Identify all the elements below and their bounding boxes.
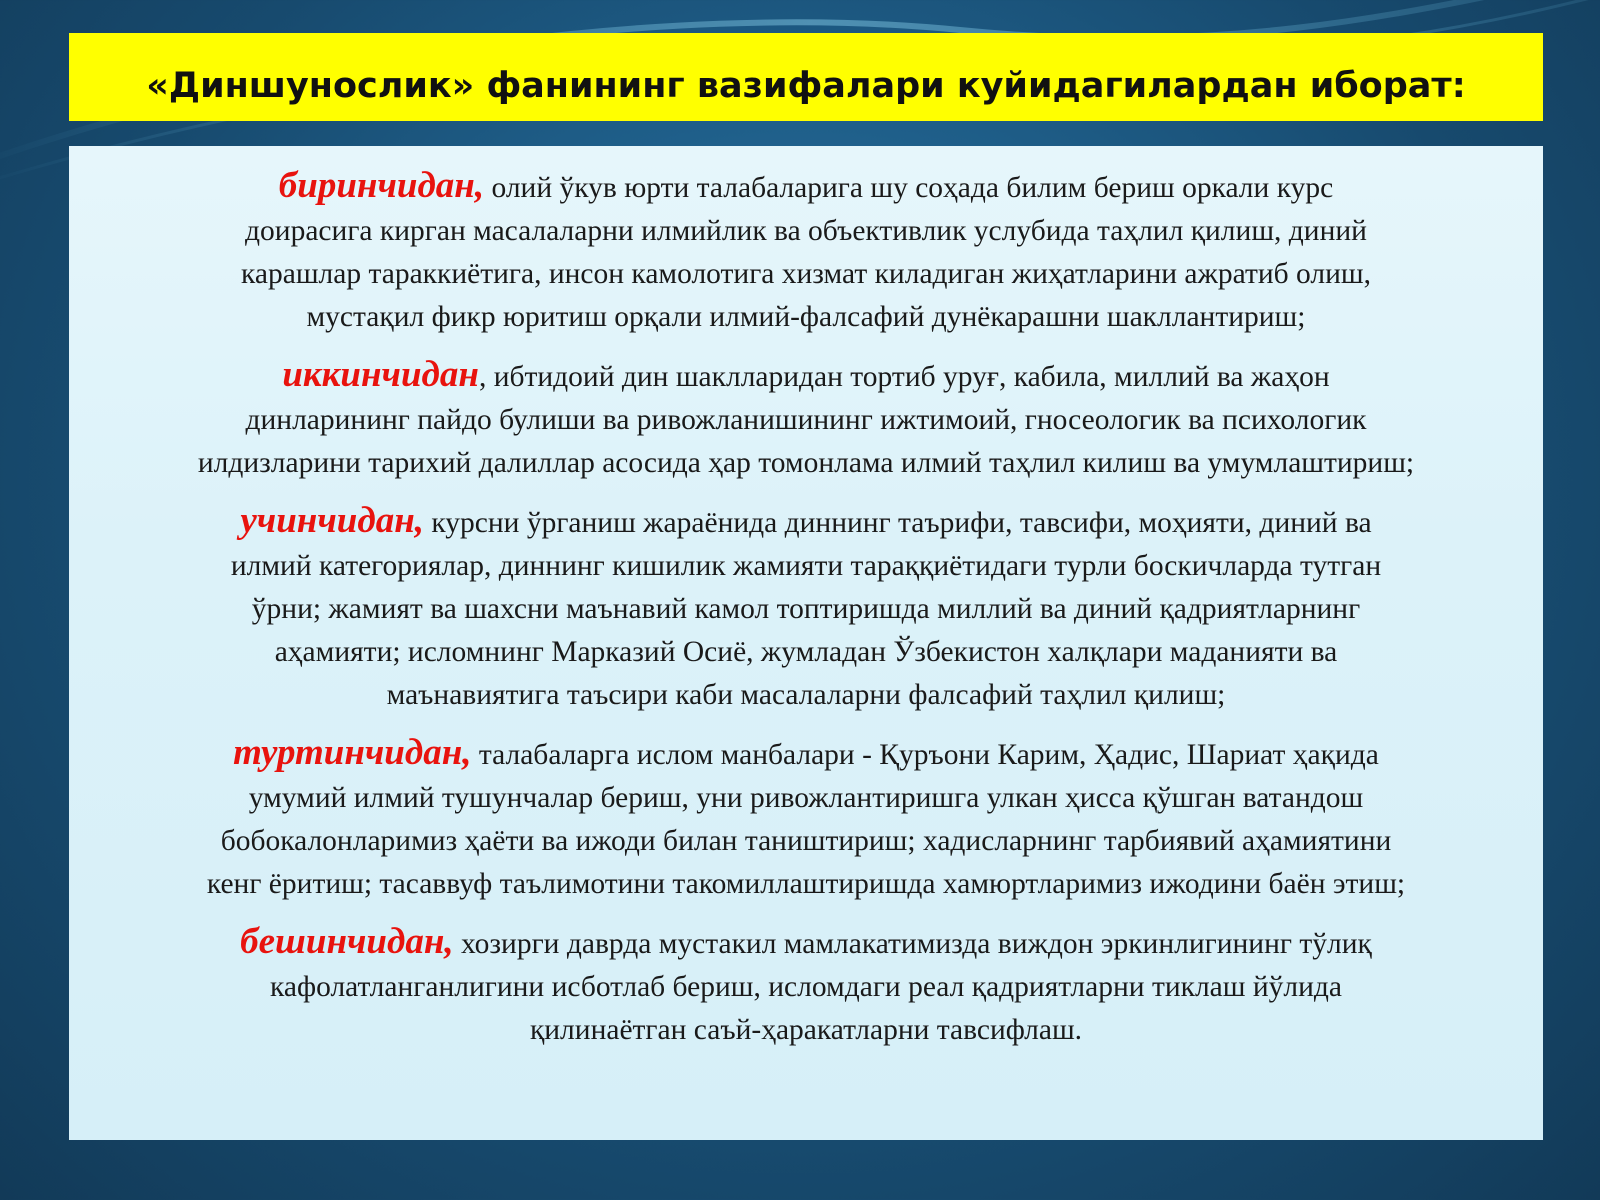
ordinal-keyword: туртинчидан, <box>233 732 472 773</box>
content-box <box>69 146 1543 1140</box>
paragraph-line <box>69 631 1543 674</box>
paragraph-line <box>69 588 1543 631</box>
line-text: ўрни; жамият ва шахсни маънавий камол топтиришда миллий ва диний қадриятларнинг <box>251 593 1361 625</box>
paragraph-line <box>69 863 1543 906</box>
paragraph-line <box>69 442 1543 485</box>
paragraph-line <box>69 1009 1543 1052</box>
line-text: илдизларини тарихий далиллар асосида ҳар томонлама илмий таҳлил килиш ва умумлаштириш; <box>197 447 1415 479</box>
title-bar <box>69 33 1543 121</box>
line-text: аҳамияти; исломнинг Марказий Осиё, жумладан Ўзбекистон халқлари маданияти ва <box>274 636 1338 668</box>
paragraph-line <box>69 164 1543 210</box>
slide-title: «Диншунослик» фанининг вазифалари куйидагилардан иборат: <box>146 66 1466 106</box>
line-text: қилинаётган саъй-ҳаракатларни тавсифлаш. <box>529 1014 1083 1046</box>
paragraph-line <box>69 353 1543 399</box>
line-text: хозирги даврда мустакил мамлакатимизда виждон эркинлигининг тўлиқ <box>453 928 1372 960</box>
line-text: умумий илмий тушунчалар бериш, уни ривожлантиришга улкан ҳисса қўшган ватандош <box>248 782 1364 814</box>
line-text: талабаларга ислом манбалари - Қуръони Карим, Ҳадис, Шариат ҳақида <box>471 739 1379 771</box>
paragraph-line <box>69 731 1543 777</box>
ordinal-keyword: биринчидан, <box>278 165 485 206</box>
line-text: динларининг пайдо булиши ва ривожланишининг ижтимоий, гносеологик ва психологик <box>245 404 1367 436</box>
line-text: маънавиятига таъсири каби масалаларни фалсафий таҳлил қилиш; <box>386 679 1226 711</box>
paragraph-line <box>69 296 1543 339</box>
line-text: карашлар тараккиётига, инсон камолотига хизмат киладиган жиҳатларини ажратиб олиш, <box>241 258 1371 290</box>
line-text: курсни ўрганиш жараёнида диннинг таърифи, тавсифи, моҳияти, диний ва <box>423 507 1372 539</box>
paragraph-line <box>69 399 1543 442</box>
task-paragraph <box>69 164 1543 339</box>
paragraph-line <box>69 499 1543 545</box>
line-text: бобокалонларимиз ҳаёти ва ижоди билан таништириш; хадисларнинг тарбиявий аҳамиятини <box>220 825 1392 857</box>
line-text: мустақил фикр юритиш орқали илмий-фалсафий дунёкарашни шакллантириш; <box>306 301 1306 333</box>
line-text: кенг ёритиш; тасаввуф таълимотини такомиллаштиришда хамюртларимиз ижодини баён этиш; <box>206 868 1406 900</box>
paragraph-line <box>69 966 1543 1009</box>
line-text: кафолатланганлигини исботлаб бериш, исломдаги реал қадриятларни тиклаш йўлида <box>269 971 1343 1003</box>
task-paragraph <box>69 920 1543 1052</box>
paragraph-line <box>69 210 1543 253</box>
line-text: олий ўкув юрти талабаларига шу соҳада билим бериш оркали курс <box>484 172 1334 204</box>
task-paragraph <box>69 731 1543 906</box>
ordinal-keyword: иккинчидан <box>282 354 479 395</box>
paragraph-line <box>69 545 1543 588</box>
ordinal-keyword: бешинчидан, <box>240 921 454 962</box>
ordinal-keyword: учинчидан, <box>240 500 424 541</box>
paragraph-line <box>69 253 1543 296</box>
line-text: доирасига кирган масалаларни илмийлик ва объективлик услубида таҳлил қилиш, диний <box>245 215 1367 247</box>
paragraph-line <box>69 674 1543 717</box>
line-text: илмий категориялар, диннинг кишилик жамияти тараққиётидаги турли боскичларда тутган <box>230 550 1382 582</box>
paragraph-line <box>69 920 1543 966</box>
task-paragraph <box>69 353 1543 485</box>
line-text: , ибтидоий дин шаклларидан тортиб уруғ, кабила, миллий ва жаҳон <box>478 361 1330 393</box>
task-paragraph <box>69 499 1543 717</box>
paragraph-line <box>69 820 1543 863</box>
tasks-list <box>69 164 1543 1052</box>
paragraph-line <box>69 777 1543 820</box>
